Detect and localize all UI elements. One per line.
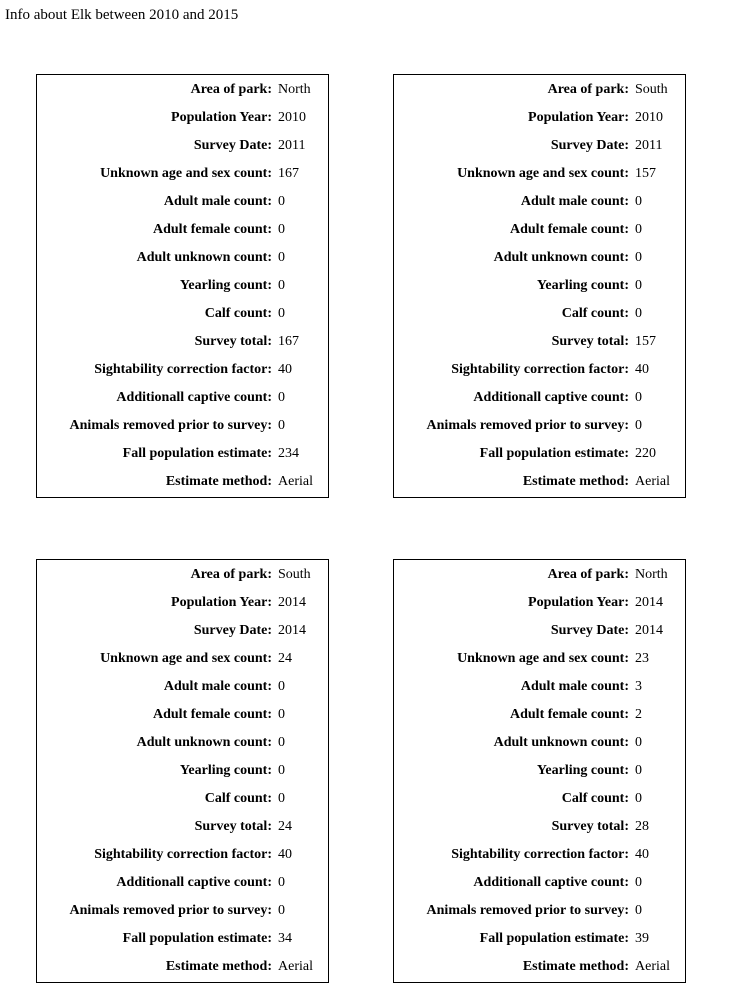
row-label-sightability-correction-factor: Sightability correction factor: — [94, 362, 272, 377]
table-row — [394, 673, 685, 701]
table-row — [37, 729, 328, 757]
row-label-survey-total: Survey total: — [551, 334, 629, 349]
row-label-population-year: Population Year: — [528, 595, 629, 610]
row-value-animals-removed-prior-to-survey: 0 — [278, 418, 285, 433]
survey-record-card — [36, 559, 329, 983]
row-label-additionall-captive-count: Additionall captive count: — [473, 875, 629, 890]
table-row — [394, 841, 685, 869]
row-value-animals-removed-prior-to-survey: 0 — [635, 903, 642, 918]
table-row — [37, 757, 328, 785]
table-row — [37, 132, 328, 160]
table-row — [394, 589, 685, 617]
row-label-adult-unknown-count: Adult unknown count: — [136, 250, 272, 265]
row-value-survey-date: 2011 — [278, 138, 306, 153]
table-row — [394, 104, 685, 132]
row-value-survey-total: 24 — [278, 819, 292, 834]
survey-record-table — [37, 75, 328, 497]
row-value-population-year: 2014 — [635, 595, 663, 610]
row-label-unknown-age-and-sex-count: Unknown age and sex count: — [100, 651, 272, 666]
survey-record-table — [394, 560, 685, 982]
row-value-calf-count: 0 — [635, 306, 642, 321]
table-row — [37, 468, 328, 497]
table-row — [394, 272, 685, 300]
row-label-adult-female-count: Adult female count: — [510, 222, 629, 237]
row-label-population-year: Population Year: — [171, 595, 272, 610]
row-value-adult-female-count: 0 — [278, 707, 285, 722]
row-label-yearling-count: Yearling count: — [536, 278, 629, 293]
row-label-calf-count: Calf count: — [204, 791, 272, 806]
row-value-survey-date: 2011 — [635, 138, 663, 153]
row-value-animals-removed-prior-to-survey: 0 — [635, 418, 642, 433]
row-value-yearling-count: 0 — [278, 763, 285, 778]
row-label-estimate-method: Estimate method: — [522, 474, 629, 489]
row-value-adult-unknown-count: 0 — [635, 250, 642, 265]
row-value-additionall-captive-count: 0 — [278, 390, 285, 405]
table-row — [37, 673, 328, 701]
row-label-sightability-correction-factor: Sightability correction factor: — [451, 847, 629, 862]
table-row — [37, 953, 328, 982]
row-label-additionall-captive-count: Additionall captive count: — [116, 875, 272, 890]
row-label-area-of-park: Area of park: — [190, 567, 272, 582]
row-label-unknown-age-and-sex-count: Unknown age and sex count: — [457, 651, 629, 666]
table-row — [37, 384, 328, 412]
row-label-additionall-captive-count: Additionall captive count: — [473, 390, 629, 405]
row-value-population-year: 2010 — [278, 110, 306, 125]
row-label-unknown-age-and-sex-count: Unknown age and sex count: — [100, 166, 272, 181]
row-value-adult-male-count: 0 — [278, 679, 285, 694]
table-row — [394, 188, 685, 216]
row-value-fall-population-estimate: 34 — [278, 931, 292, 946]
row-label-population-year: Population Year: — [171, 110, 272, 125]
table-row — [394, 440, 685, 468]
row-value-survey-total: 157 — [635, 334, 656, 349]
row-value-animals-removed-prior-to-survey: 0 — [278, 903, 285, 918]
row-value-survey-total: 28 — [635, 819, 649, 834]
row-value-adult-male-count: 3 — [635, 679, 642, 694]
row-value-additionall-captive-count: 0 — [635, 875, 642, 890]
table-row — [37, 925, 328, 953]
row-label-adult-unknown-count: Adult unknown count: — [493, 735, 629, 750]
row-label-area-of-park: Area of park: — [547, 567, 629, 582]
row-value-area-of-park: South — [278, 567, 311, 582]
row-label-animals-removed-prior-to-survey: Animals removed prior to survey: — [426, 903, 629, 918]
table-row — [394, 75, 685, 104]
row-value-unknown-age-and-sex-count: 23 — [635, 651, 649, 666]
table-row — [37, 813, 328, 841]
row-label-calf-count: Calf count: — [561, 791, 629, 806]
table-row — [37, 701, 328, 729]
row-value-adult-male-count: 0 — [635, 194, 642, 209]
survey-record-table — [37, 560, 328, 982]
table-row — [394, 645, 685, 673]
row-label-survey-date: Survey Date: — [550, 138, 629, 153]
table-row — [394, 300, 685, 328]
survey-record-table — [394, 75, 685, 497]
table-row — [394, 328, 685, 356]
survey-record-card — [36, 74, 329, 498]
row-value-area-of-park: North — [278, 82, 311, 97]
row-label-adult-unknown-count: Adult unknown count: — [493, 250, 629, 265]
table-row — [37, 216, 328, 244]
row-value-yearling-count: 0 — [635, 763, 642, 778]
row-value-sightability-correction-factor: 40 — [635, 847, 649, 862]
row-label-adult-female-count: Adult female count: — [510, 707, 629, 722]
table-row — [394, 757, 685, 785]
row-value-area-of-park: North — [635, 567, 668, 582]
row-value-adult-female-count: 0 — [278, 222, 285, 237]
table-row — [37, 412, 328, 440]
table-row — [37, 160, 328, 188]
page-title: Info about Elk between 2010 and 2015 — [5, 7, 239, 23]
row-label-yearling-count: Yearling count: — [179, 763, 272, 778]
row-label-adult-male-count: Adult male count: — [163, 194, 272, 209]
table-row — [394, 356, 685, 384]
row-label-survey-total: Survey total: — [194, 819, 272, 834]
row-value-sightability-correction-factor: 40 — [635, 362, 649, 377]
row-label-adult-male-count: Adult male count: — [520, 194, 629, 209]
row-value-sightability-correction-factor: 40 — [278, 362, 292, 377]
row-label-area-of-park: Area of park: — [190, 82, 272, 97]
table-row — [37, 300, 328, 328]
survey-record-card — [393, 74, 686, 498]
table-row — [394, 925, 685, 953]
row-value-unknown-age-and-sex-count: 157 — [635, 166, 656, 181]
table-row — [37, 356, 328, 384]
row-label-estimate-method: Estimate method: — [165, 959, 272, 974]
table-row — [37, 244, 328, 272]
row-value-adult-unknown-count: 0 — [278, 735, 285, 750]
table-row — [394, 785, 685, 813]
row-value-sightability-correction-factor: 40 — [278, 847, 292, 862]
table-row — [37, 785, 328, 813]
row-label-sightability-correction-factor: Sightability correction factor: — [451, 362, 629, 377]
row-value-calf-count: 0 — [635, 791, 642, 806]
row-value-adult-female-count: 2 — [635, 707, 642, 722]
row-label-sightability-correction-factor: Sightability correction factor: — [94, 847, 272, 862]
table-row — [394, 132, 685, 160]
row-label-estimate-method: Estimate method: — [522, 959, 629, 974]
row-label-survey-date: Survey Date: — [193, 623, 272, 638]
row-value-fall-population-estimate: 220 — [635, 446, 656, 461]
row-label-yearling-count: Yearling count: — [536, 763, 629, 778]
row-label-adult-female-count: Adult female count: — [153, 707, 272, 722]
table-row — [37, 328, 328, 356]
row-label-calf-count: Calf count: — [204, 306, 272, 321]
row-label-adult-unknown-count: Adult unknown count: — [136, 735, 272, 750]
survey-record-card — [393, 559, 686, 983]
row-value-adult-unknown-count: 0 — [635, 735, 642, 750]
row-value-additionall-captive-count: 0 — [635, 390, 642, 405]
row-value-population-year: 2014 — [278, 595, 306, 610]
row-label-survey-date: Survey Date: — [550, 623, 629, 638]
row-value-adult-female-count: 0 — [635, 222, 642, 237]
row-value-calf-count: 0 — [278, 791, 285, 806]
row-label-animals-removed-prior-to-survey: Animals removed prior to survey: — [69, 903, 272, 918]
table-row — [394, 897, 685, 925]
table-row — [37, 75, 328, 104]
table-row — [394, 729, 685, 757]
row-label-adult-male-count: Adult male count: — [520, 679, 629, 694]
row-value-estimate-method: Aerial — [635, 959, 670, 974]
row-value-unknown-age-and-sex-count: 24 — [278, 651, 292, 666]
table-row — [394, 412, 685, 440]
table-row — [37, 272, 328, 300]
row-label-animals-removed-prior-to-survey: Animals removed prior to survey: — [426, 418, 629, 433]
row-label-fall-population-estimate: Fall population estimate: — [122, 931, 272, 946]
row-label-estimate-method: Estimate method: — [165, 474, 272, 489]
row-value-yearling-count: 0 — [635, 278, 642, 293]
row-value-estimate-method: Aerial — [278, 474, 313, 489]
table-row — [394, 560, 685, 589]
row-label-survey-date: Survey Date: — [193, 138, 272, 153]
row-label-population-year: Population Year: — [528, 110, 629, 125]
row-label-adult-female-count: Adult female count: — [153, 222, 272, 237]
table-row — [394, 244, 685, 272]
row-label-area-of-park: Area of park: — [547, 82, 629, 97]
table-row — [37, 897, 328, 925]
table-row — [37, 188, 328, 216]
row-value-survey-total: 167 — [278, 334, 299, 349]
row-label-additionall-captive-count: Additionall captive count: — [116, 390, 272, 405]
row-value-calf-count: 0 — [278, 306, 285, 321]
row-value-adult-unknown-count: 0 — [278, 250, 285, 265]
row-value-adult-male-count: 0 — [278, 194, 285, 209]
row-value-survey-date: 2014 — [635, 623, 663, 638]
row-value-estimate-method: Aerial — [278, 959, 313, 974]
row-label-fall-population-estimate: Fall population estimate: — [479, 931, 629, 946]
table-row — [394, 953, 685, 982]
row-value-survey-date: 2014 — [278, 623, 306, 638]
table-row — [37, 645, 328, 673]
table-row — [37, 560, 328, 589]
table-row — [394, 160, 685, 188]
table-row — [394, 216, 685, 244]
row-value-unknown-age-and-sex-count: 167 — [278, 166, 299, 181]
table-row — [394, 617, 685, 645]
row-label-fall-population-estimate: Fall population estimate: — [479, 446, 629, 461]
table-row — [394, 869, 685, 897]
row-value-yearling-count: 0 — [278, 278, 285, 293]
row-label-survey-total: Survey total: — [194, 334, 272, 349]
row-value-additionall-captive-count: 0 — [278, 875, 285, 890]
row-value-population-year: 2010 — [635, 110, 663, 125]
row-value-estimate-method: Aerial — [635, 474, 670, 489]
row-label-yearling-count: Yearling count: — [179, 278, 272, 293]
row-label-fall-population-estimate: Fall population estimate: — [122, 446, 272, 461]
table-row — [394, 384, 685, 412]
row-label-survey-total: Survey total: — [551, 819, 629, 834]
table-row — [37, 589, 328, 617]
table-row — [37, 869, 328, 897]
row-value-fall-population-estimate: 39 — [635, 931, 649, 946]
row-label-animals-removed-prior-to-survey: Animals removed prior to survey: — [69, 418, 272, 433]
table-row — [394, 701, 685, 729]
row-label-calf-count: Calf count: — [561, 306, 629, 321]
row-label-unknown-age-and-sex-count: Unknown age and sex count: — [457, 166, 629, 181]
table-row — [394, 813, 685, 841]
table-row — [37, 104, 328, 132]
table-row — [37, 841, 328, 869]
row-value-fall-population-estimate: 234 — [278, 446, 299, 461]
table-row — [37, 440, 328, 468]
table-row — [37, 617, 328, 645]
row-label-adult-male-count: Adult male count: — [163, 679, 272, 694]
table-row — [394, 468, 685, 497]
row-value-area-of-park: South — [635, 82, 668, 97]
